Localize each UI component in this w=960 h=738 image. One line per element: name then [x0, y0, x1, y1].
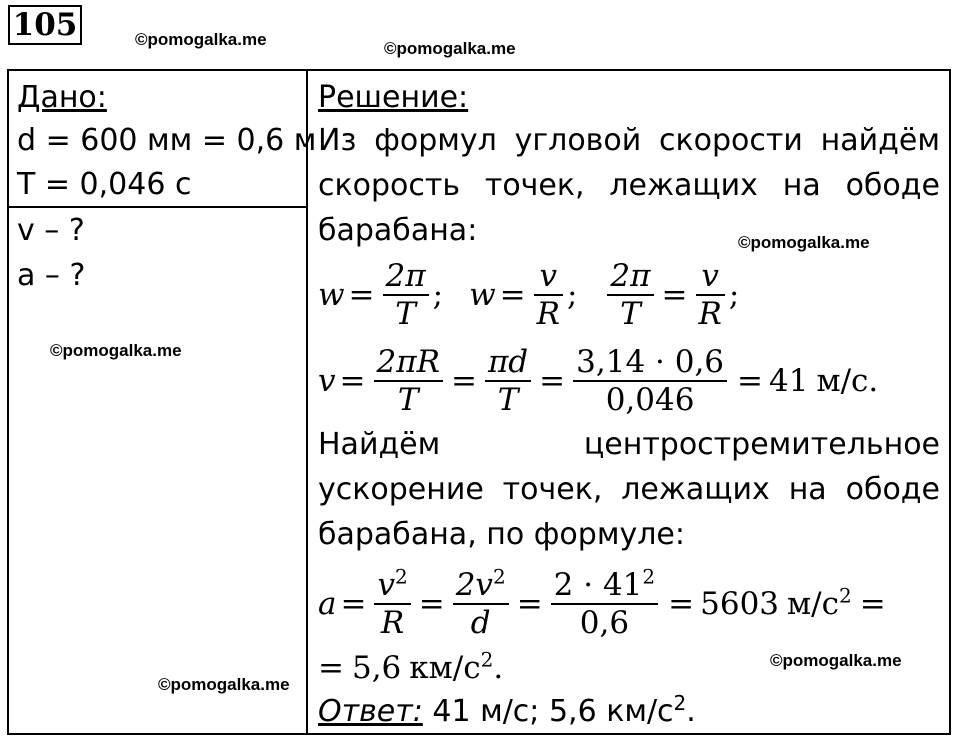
symbol-v: v [318, 363, 336, 399]
watermark: ©pomogalka.me [50, 341, 182, 360]
velocity-calculation: v = $\frac{2\pi R}{T}$ = $\frac{\pi d}{T}$ = $\frac{3,14 \cdot 0,6}{0,046}$ = 41 м/с. [318, 344, 879, 418]
solution-title: Решение: [318, 80, 469, 115]
watermark: ©pomogalka.me [384, 39, 516, 58]
symbol-w: w [469, 277, 496, 313]
watermark: ©pomogalka.me [135, 30, 267, 49]
find-velocity: v – ? [17, 213, 85, 248]
symbol-w: w [318, 277, 345, 313]
solution-text-line: Найдём центростремительное [318, 427, 940, 462]
solution-text-line: Из формул угловой скорости найдём [318, 123, 940, 158]
fraction-v2-over-R: $\frac{v^2}{R}$ [374, 567, 410, 641]
solution-text-line: ускорение точек, лежащих на ободе [318, 472, 940, 507]
answer-label: Ответ: [318, 694, 423, 729]
answer-text: 41 м/с; 5,6 км/с [432, 694, 674, 729]
fraction-numeric: $\frac{3,14 \cdot 0,6}{0,046}$ [573, 344, 727, 418]
fraction-pid-over-T: $\frac{\pi d}{T}$ [485, 344, 531, 418]
acceleration-result: 5603 [700, 586, 780, 622]
problem-number: 105 [8, 5, 82, 45]
fraction-2pi-over-T: $\frac{2\pi}{T}$ [383, 258, 429, 332]
answer-line: Ответ: 41 м/с; 5,6 $км/с^2$. [318, 691, 696, 729]
fraction-numeric: $\frac{2 \cdot 41^2}{0,6}$ [551, 567, 658, 641]
acceleration-km-result: = 5,6 $км/с^2$ . [318, 647, 504, 686]
fraction-v-over-R: $\frac{v}{R}$ [534, 258, 563, 332]
fraction-2piR-over-T: $\frac{2\pi R}{T}$ [374, 344, 443, 418]
velocity-result: 41 [769, 363, 809, 399]
solution-text-line: барабана: [318, 213, 478, 248]
velocity-unit: м/с. [816, 363, 879, 399]
find-acceleration: a – ? [17, 258, 86, 293]
acceleration-calculation: a = $\frac{v^2}{R}$ = $\frac{2v^2}{d}$ = $\frac{2 \cdot 41^2}{0,6}$ = 5603 $м/с^2$ = [318, 564, 886, 641]
fraction-v-over-R: $\frac{v}{R}$ [696, 258, 725, 332]
fraction-2pi-over-T: $\frac{2\pi}{T}$ [607, 258, 653, 332]
column-divider [306, 69, 308, 735]
watermark: ©pomogalka.me [158, 675, 290, 694]
watermark: ©pomogalka.me [738, 233, 870, 252]
acceleration-unit: м/с [787, 586, 839, 622]
angular-velocity-formulas: w = $\frac{2\pi}{T}$ ; w = $\frac{v}{R}$ ; $\frac{2\pi}{T}$ = $\frac{v}{R}$ ; [318, 258, 740, 332]
given-diameter: d = 600 мм = 0,6 м [17, 123, 317, 158]
solution-text-line: скорость точек, лежащих на ободе [318, 168, 940, 203]
equals-sign: = [348, 277, 375, 313]
given-period: T = 0,046 с [17, 167, 192, 202]
symbol-a: a [318, 586, 337, 622]
given-title: Дано: [17, 80, 107, 115]
solution-text-line: барабана, по формуле: [318, 517, 685, 552]
watermark: ©pomogalka.me [770, 651, 902, 670]
fraction-2v2-over-d: $\frac{2v^2}{d}$ [453, 567, 509, 641]
